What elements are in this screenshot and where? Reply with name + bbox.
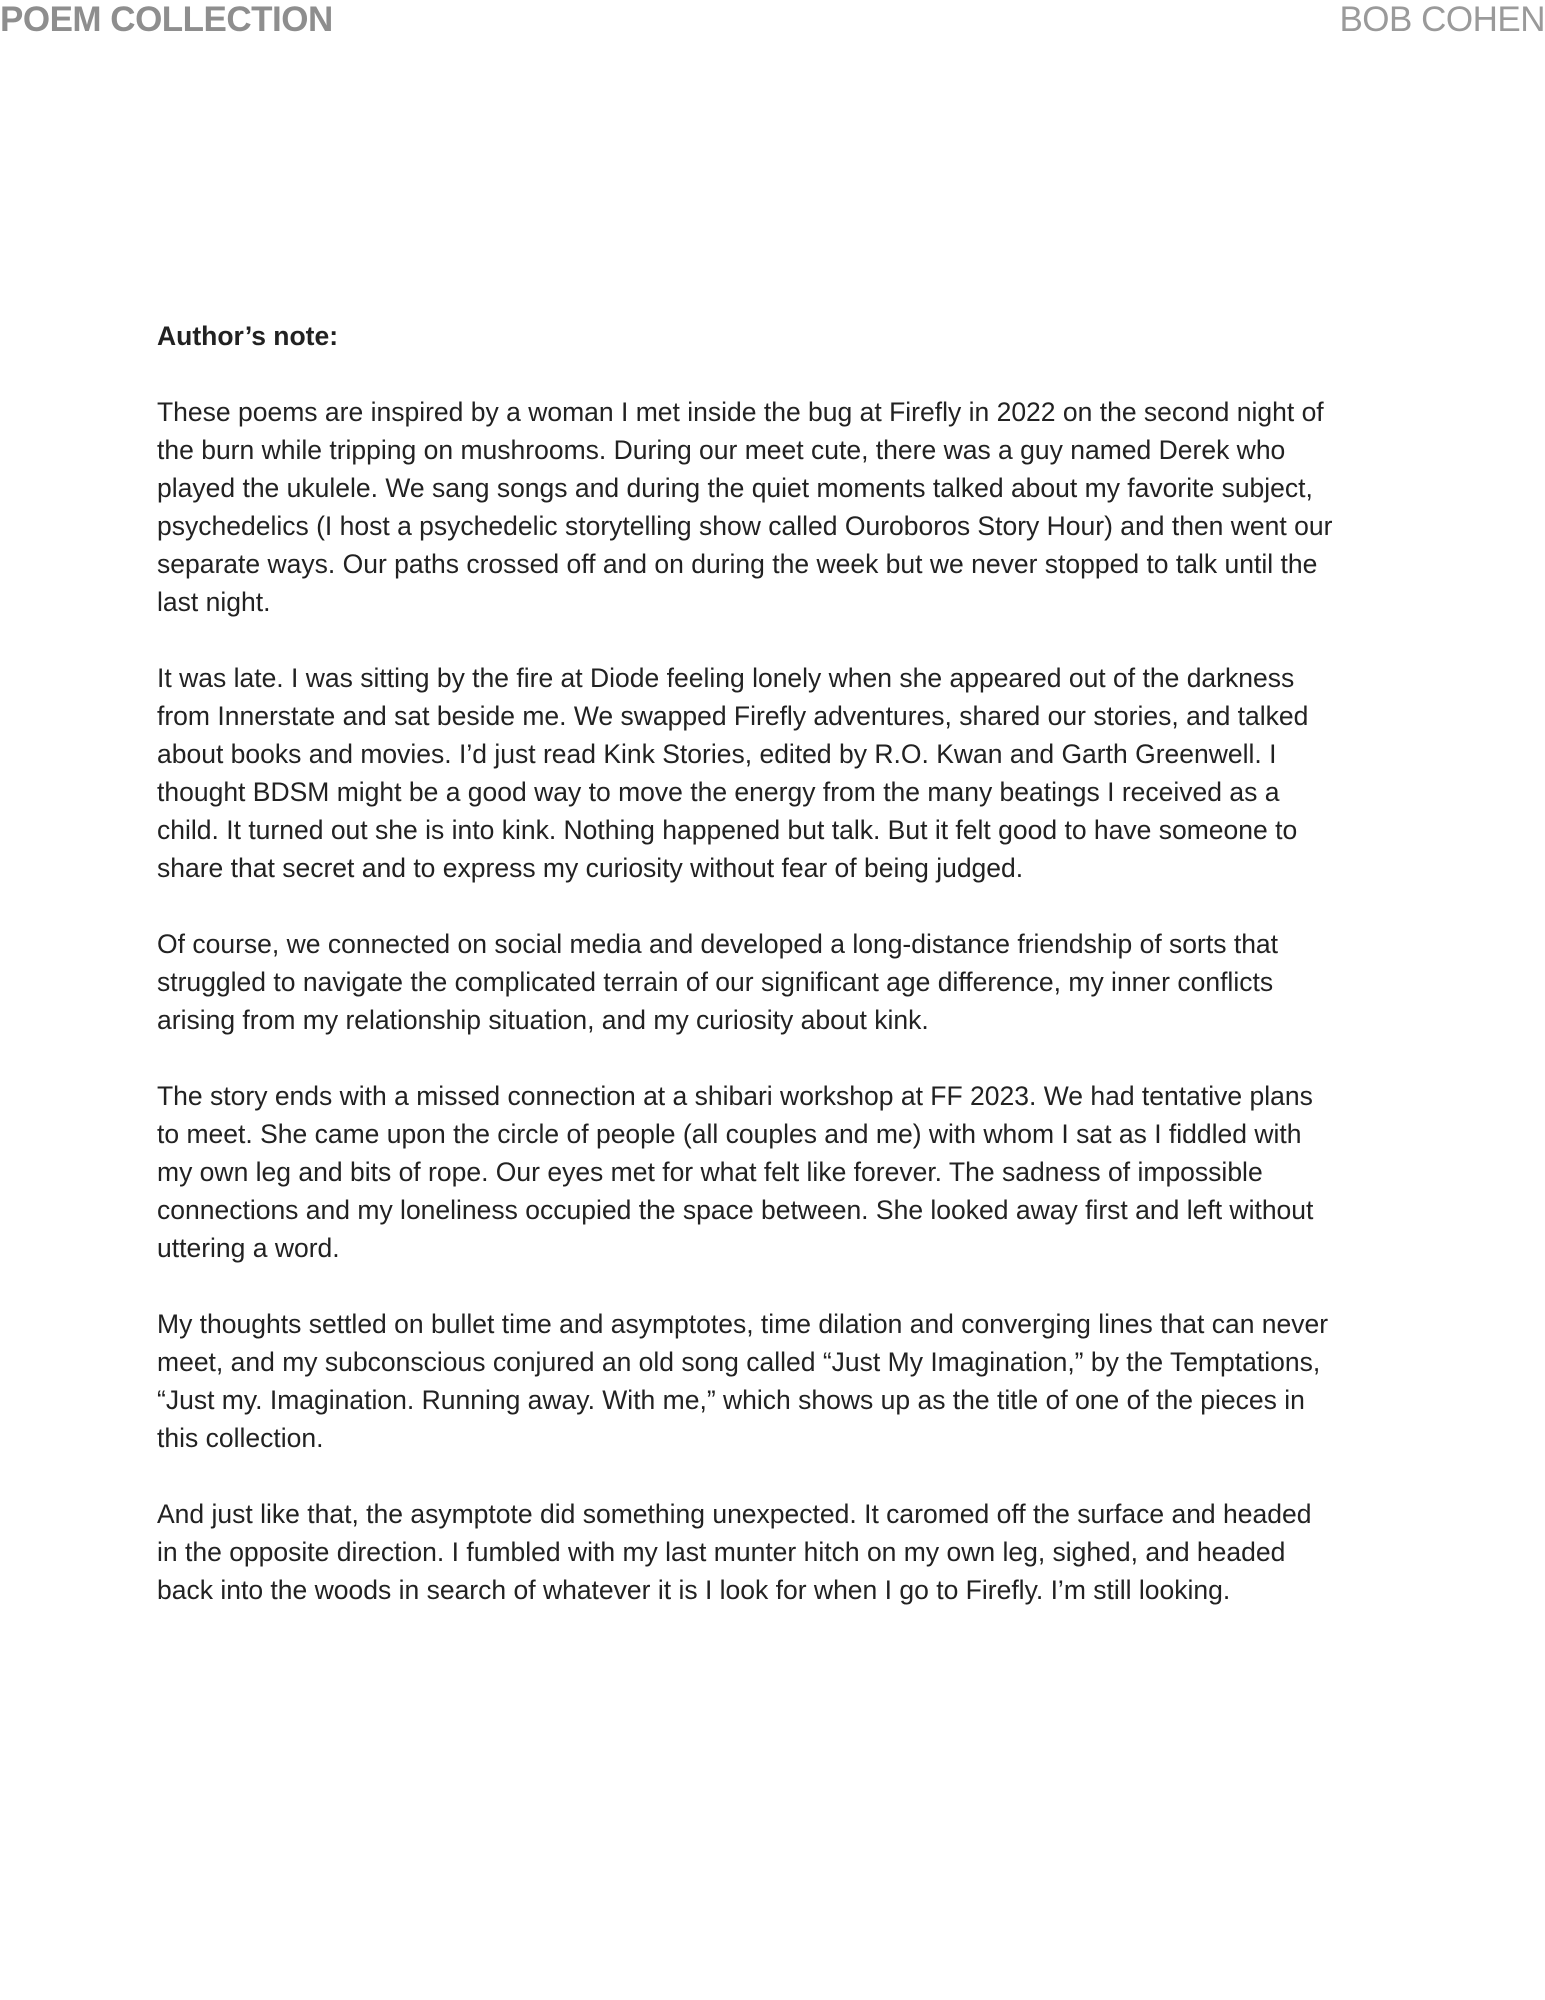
note-paragraph-4: The story ends with a missed connection at a shibari workshop at FF 2023. We had tentative plans to meet. She came upon the circle of people (all couples and me) with whom I sat as I fiddled with my own leg and bits of rope. Our eyes met for what felt like forever. The sadness of impossible connections and my loneliness occupied the space between. She looked away first and left without uttering a word. <box>157 1081 1314 1263</box>
note-paragraph-3: Of course, we connected on social media and developed a long-distance friendship of sorts that struggled to navigate the complicated terrain of our significant age difference, my inner conflicts arising from my relationship situation, and my curiosity about kink. <box>157 929 1279 1035</box>
note-paragraph-1: These poems are inspired by a woman I met inside the bug at Firefly in 2022 on the second night of the burn while tripping on mushrooms. During our meet cute, there was a guy named Derek who played the ukulele. We sang songs and during the quiet moments talked about my favorite subject, psychedelics (I host a psychedelic storytelling show called Ouroboros Story Hour) and then went our separate ways. Our paths crossed off and on during the week but we never stopped to talk until the last night. <box>157 397 1333 617</box>
note-paragraph-5: My thoughts settled on bullet time and asymptotes, time dilation and converging lines that can never meet, and my subconscious conjured an old song called “Just My Imagination,” by the Temptations, “Just my. Imagination. Running away. With me,” which shows up as the title of one of the pieces in this collection. <box>157 1309 1329 1453</box>
note-paragraph-6: And just like that, the asymptote did something unexpected. It caromed off the surface and headed in the opposite direction. I fumbled with my last munter hitch on my own leg, sighed, and headed back into the woods in search of whatever it is I look for when I go to Firefly. I’m still looking. <box>157 1499 1312 1605</box>
authors-note <box>157 317 1337 1647</box>
author-name: BOB COHEN <box>1339 0 1545 39</box>
note-paragraph-2: It was late. I was sitting by the fire at Diode feeling lonely when she appeared out of the darkness from Innerstate and sat beside me. We swapped Firefly adventures, shared our stories, and talked about books and movies. I’d just read Kink Stories, edited by R.O. Kwan and Garth Greenwell. I thought BDSM might be a good way to move the energy from the many beatings I received as a child. It turned out she is into kink. Nothing happened but talk. But it felt good to have someone to share that secret and to express my curiosity without fear of being judged. <box>157 663 1309 883</box>
collection-title: POEM COLLECTION <box>0 0 333 39</box>
note-title: Author’s note: <box>157 321 339 351</box>
